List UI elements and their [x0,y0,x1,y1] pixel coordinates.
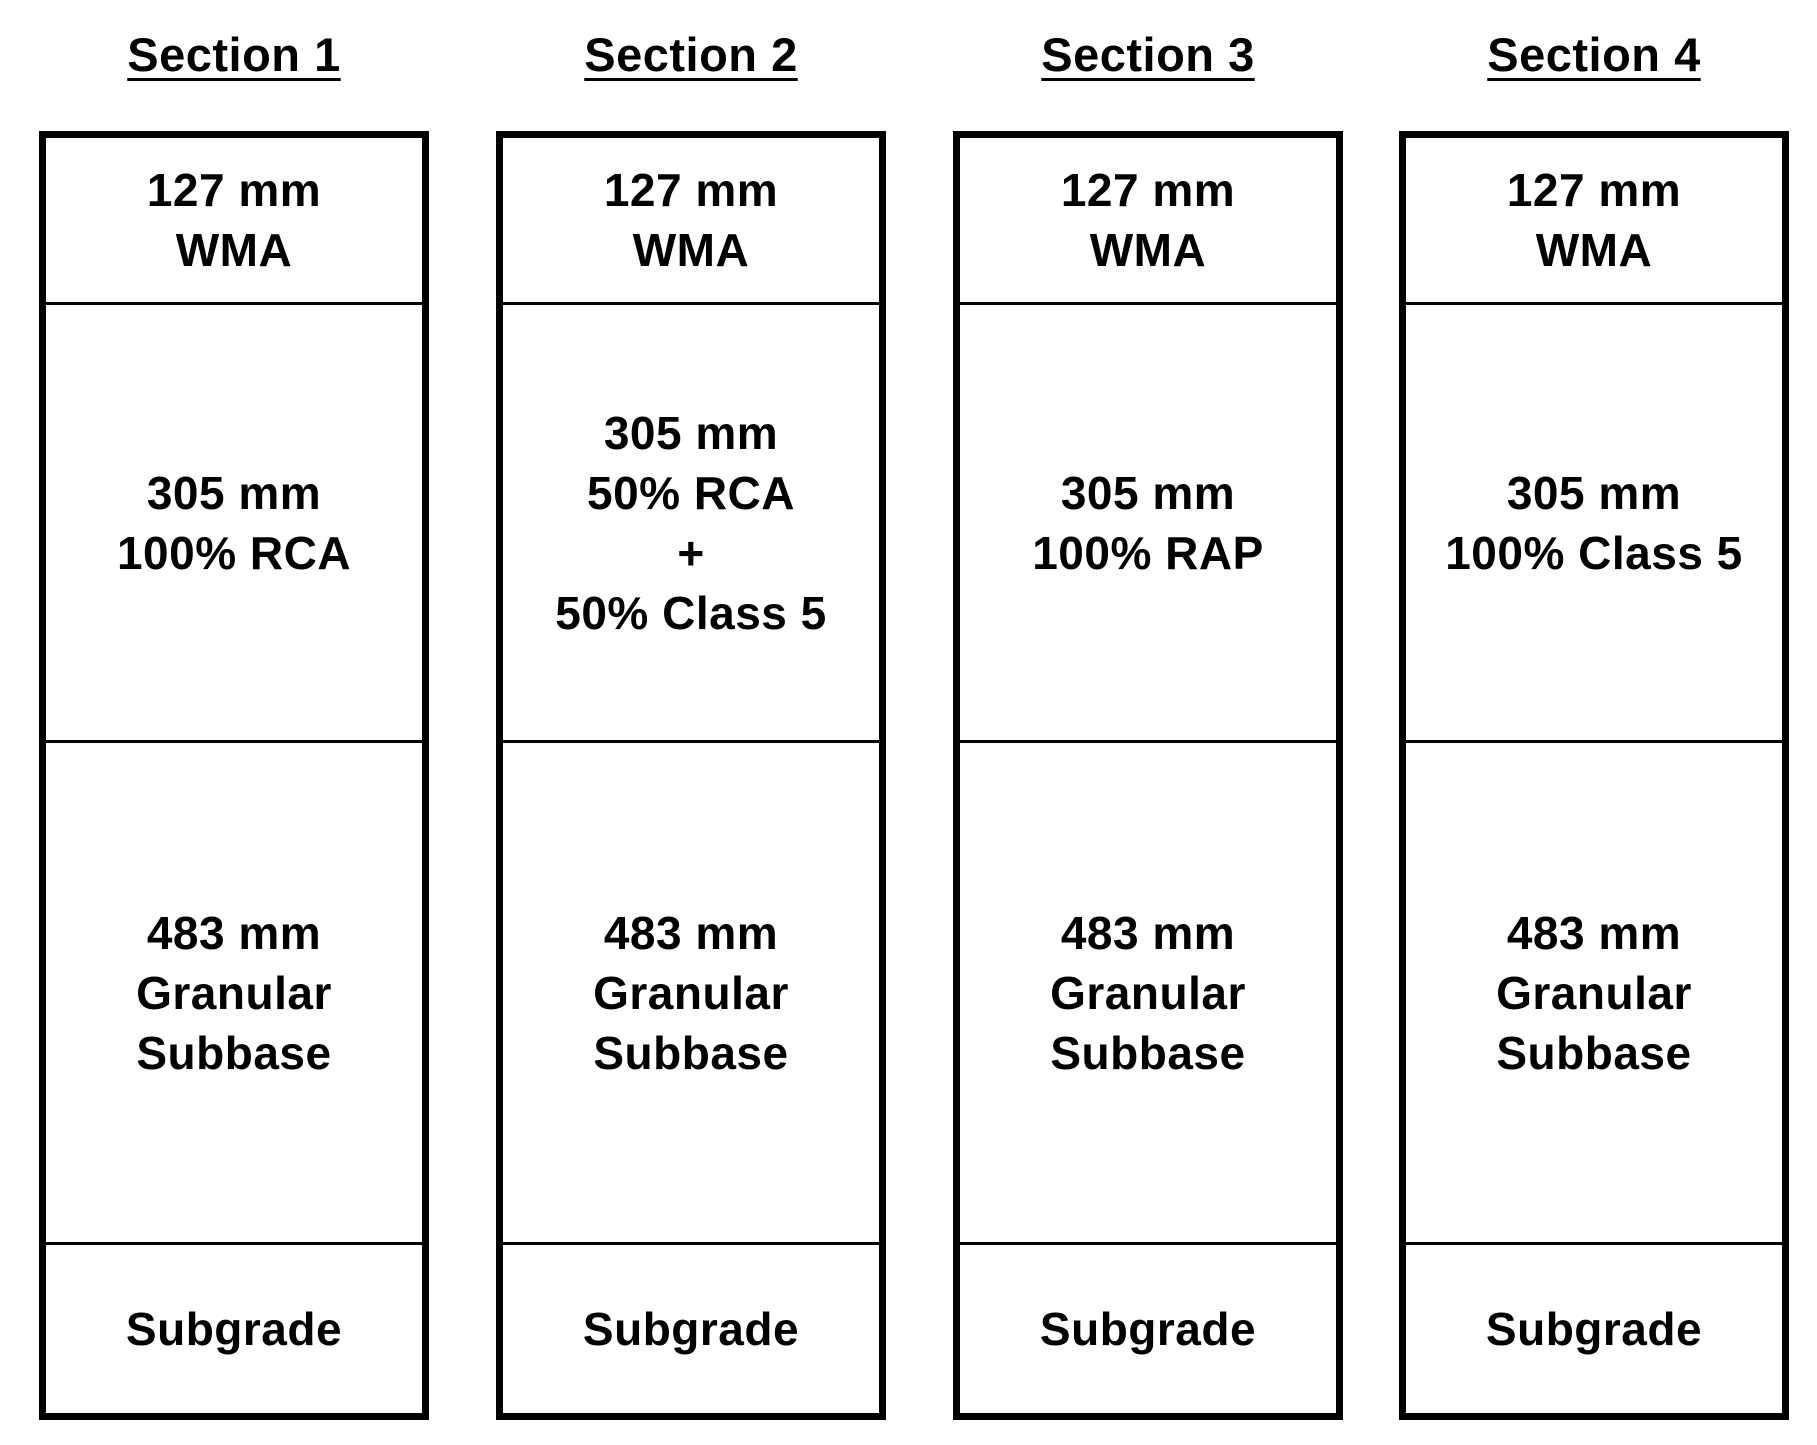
section-title: Section 2 [584,28,798,81]
pavement-column [953,131,1343,1420]
subgrade-layer: Subgrade [125,1303,343,1355]
section-title: Section 3 [1041,28,1255,81]
subgrade-layer: Subgrade [1485,1303,1703,1355]
surface-layer: 127 mm WMA [46,138,422,305]
subgrade-layer: Subgrade [582,1303,800,1355]
subbase-layer: 483 mm Granular Subbase [1406,743,1782,1245]
subbase-layer: 483 mm Granular Subbase [960,743,1336,1245]
section-title: Section 1 [127,28,341,81]
base-layer: 305 mm 100% Class 5 [1406,305,1782,743]
section-title: Section 4 [1487,28,1701,81]
surface-layer: 127 mm WMA [503,138,879,305]
base-layer: 305 mm 50% RCA + 50% Class 5 [503,305,879,743]
pavement-column [1399,131,1789,1420]
pavement-column [496,131,886,1420]
subbase-layer: 483 mm Granular Subbase [503,743,879,1245]
subgrade-layer: Subgrade [1039,1303,1257,1355]
pavement-column [39,131,429,1420]
base-layer: 305 mm 100% RAP [960,305,1336,743]
subbase-layer: 483 mm Granular Subbase [46,743,422,1245]
base-layer: 305 mm 100% RCA [46,305,422,743]
surface-layer: 127 mm WMA [1406,138,1782,305]
surface-layer: 127 mm WMA [960,138,1336,305]
